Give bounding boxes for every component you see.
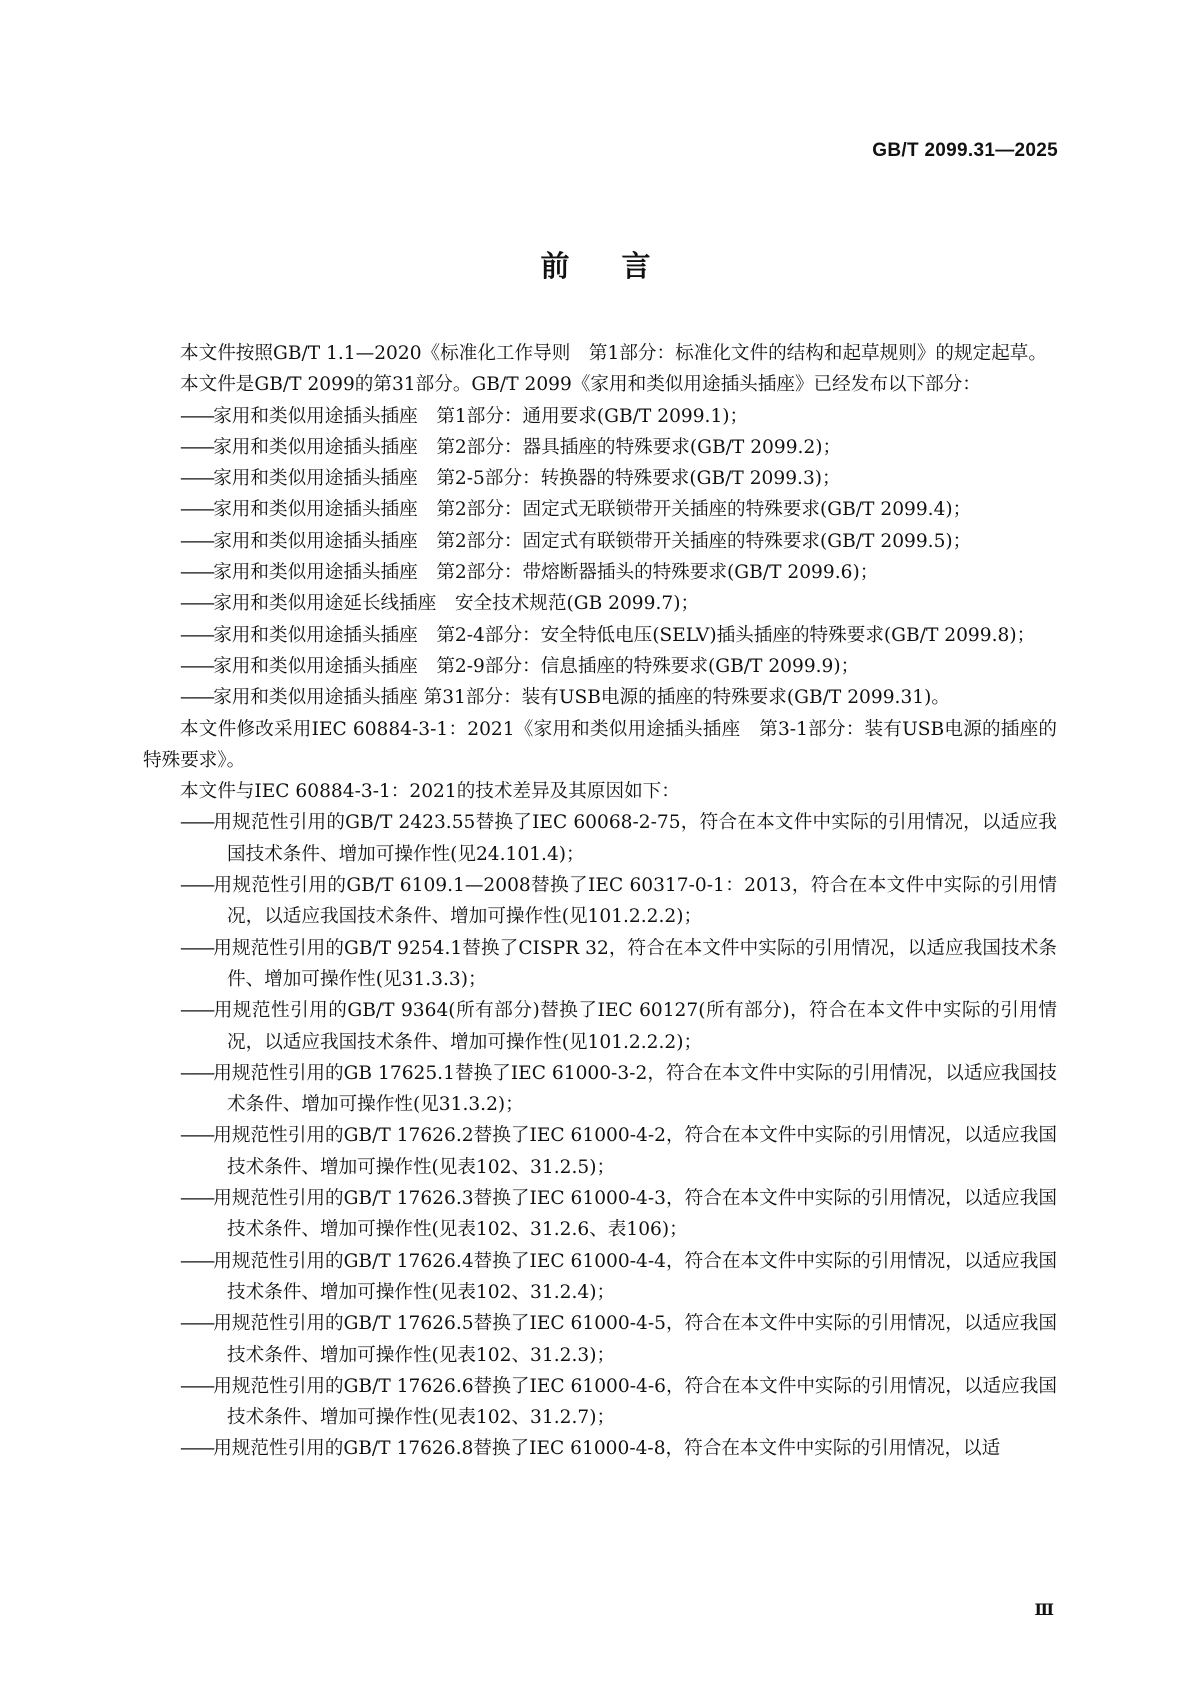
- list-dash: ——: [180, 405, 214, 427]
- list-item: ——用规范性引用的GB/T 17626.4替换了IEC 61000-4-4，符合在本文件中实际的引用情况，以适应我国技术条件、增加可操作性(见表102、31.2.4)；: [180, 1250, 1057, 1303]
- list-dash: ——: [180, 1438, 214, 1460]
- list-item: ——用规范性引用的GB/T 6109.1—2008替换了IEC 60317-0-1：2013，符合在本文件中实际的引用情况，以适应我国技术条件、增加可操作性(见101.2.2.2)；: [180, 875, 1057, 928]
- list-dash: ——: [180, 937, 214, 959]
- list-dash: ——: [180, 468, 214, 490]
- list-dash: ——: [180, 1313, 214, 1335]
- list-dash: ——: [180, 655, 214, 677]
- list-dash: ——: [180, 687, 214, 709]
- list-dash: ——: [180, 1250, 214, 1272]
- list-item: ——用规范性引用的GB/T 2423.55替换了IEC 60068-2-75，符合在本文件中实际的引用情况，以适应我国技术条件、增加可操作性(见24.101.4)；: [180, 812, 1057, 865]
- list-dash: ——: [180, 875, 214, 897]
- standard-number: GB/T 2099.31—2025: [872, 140, 1058, 161]
- list-dash: ——: [180, 1375, 214, 1397]
- list-dash: ——: [180, 1000, 214, 1022]
- list-item: ——家用和类似用途插头插座 第2-4部分：安全特低电压(SELV)插头插座的特殊要求(GB/T 2099.8)；: [180, 624, 1036, 646]
- list-item: ——家用和类似用途延长线插座 安全技术规范(GB 2099.7)；: [180, 593, 700, 615]
- list-item: ——用规范性引用的GB/T 17626.8替换了IEC 61000-4-8，符合在本文件中实际的引用情况，以适: [180, 1438, 1001, 1460]
- list-dash: ——: [180, 562, 214, 584]
- list-item: ——用规范性引用的GB 17625.1替换了IEC 61000-3-2，符合在本文件中实际的引用情况，以适应我国技术条件、增加可操作性(见31.3.2)；: [180, 1062, 1057, 1116]
- list-dash: ——: [180, 1188, 214, 1210]
- part-intro-paragraph: 本文件是GB/T 2099的第31部分。GB/T 2099《家用和类似用途插头插座》已经发布以下部分：: [180, 374, 981, 396]
- list-dash: ——: [180, 530, 214, 552]
- page-number: Ⅲ: [1034, 1600, 1054, 1619]
- list-item: ——用规范性引用的GB/T 17626.5替换了IEC 61000-4-5，符合在本文件中实际的引用情况，以适应我国技术条件、增加可操作性(见表102、31.2.3)；: [180, 1313, 1057, 1366]
- adoption-paragraph: 本文件修改采用IEC 60884-3-1：2021《家用和类似用途插头插座 第3-1部分：装有USB电源的插座的特殊要求》。: [143, 718, 1057, 771]
- list-dash: ——: [180, 624, 214, 646]
- list-item: ——家用和类似用途插头插座 第31部分：装有USB电源的插座的特殊要求(GB/T 2099.31)。: [180, 687, 950, 709]
- list-dash: ——: [180, 593, 214, 615]
- page-title: 前言: [540, 249, 703, 283]
- published-parts-list: [143, 401, 1057, 714]
- list-item: ——用规范性引用的GB/T 17626.6替换了IEC 61000-4-6，符合在本文件中实际的引用情况，以适应我国技术条件、增加可操作性(见表102、31.2.7)；: [180, 1375, 1057, 1429]
- list-item: ——家用和类似用途插头插座 第2部分：固定式有联锁带开关插座的特殊要求(GB/T 2099.5)；: [180, 530, 972, 552]
- list-item: ——家用和类似用途插头插座 第1部分：通用要求(GB/T 2099.1)；: [180, 405, 749, 427]
- document-body: [143, 338, 1057, 1465]
- list-item: ——用规范性引用的GB/T 17626.2替换了IEC 61000-4-2，符合在本文件中实际的引用情况，以适应我国技术条件、增加可操作性(见表102、31.2.5)；: [180, 1125, 1057, 1178]
- differences-intro: 本文件与IEC 60884-3-1：2021的技术差异及其原因如下：: [180, 781, 680, 803]
- list-dash: ——: [180, 1125, 214, 1147]
- list-item: ——用规范性引用的GB/T 17626.3替换了IEC 61000-4-3，符合在本文件中实际的引用情况，以适应我国技术条件、增加可操作性(见表102、31.2.6、表106)；: [180, 1188, 1057, 1241]
- list-item: ——用规范性引用的GB/T 9254.1替换了CISPR 32，符合在本文件中实际的引用情况，以适应我国技术条件、增加可操作性(见31.3.3)；: [180, 937, 1057, 990]
- list-item: ——家用和类似用途插头插座 第2部分：固定式无联锁带开关插座的特殊要求(GB/T 2099.4)；: [180, 499, 972, 521]
- list-dash: ——: [180, 1062, 214, 1084]
- list-item: ——用规范性引用的GB/T 9364(所有部分)替换了IEC 60127(所有部分)，符合在本文件中实际的引用情况，以适应我国技术条件、增加可操作性(见101.2.2.2)；: [180, 1000, 1057, 1053]
- list-item: ——家用和类似用途插头插座 第2部分：带熔断器插头的特殊要求(GB/T 2099.6)；: [180, 562, 879, 584]
- list-dash: ——: [180, 812, 214, 834]
- list-item: ——家用和类似用途插头插座 第2-5部分：转换器的特殊要求(GB/T 2099.3)；: [180, 468, 841, 490]
- list-dash: ——: [180, 436, 214, 458]
- list-dash: ——: [180, 499, 214, 521]
- differences-list: [143, 807, 1057, 1464]
- list-item: ——家用和类似用途插头插座 第2部分：器具插座的特殊要求(GB/T 2099.2)；: [180, 436, 842, 458]
- drafting-rule-paragraph: 本文件按照GB/T 1.1—2020《标准化工作导则 第1部分：标准化文件的结构和起草规则》的规定起草。: [180, 343, 1047, 364]
- list-item: ——家用和类似用途插头插座 第2-9部分：信息插座的特殊要求(GB/T 2099.9)；: [180, 655, 860, 677]
